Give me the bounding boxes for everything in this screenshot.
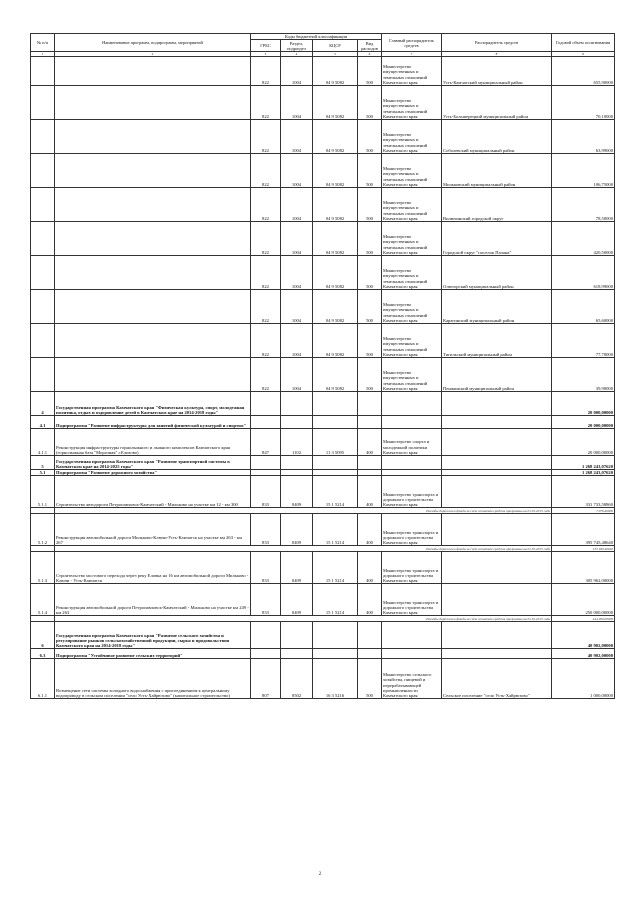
col-number: 2 [55,52,251,57]
grbs-code: 822 [251,358,281,392]
recipient-cell [442,429,552,456]
row-number [31,188,55,222]
event-name: Строительство мостового перехода через реку Еловка на 16 км автомобильной дороги Мильково - Ключи - Усть-Камчатск [55,552,251,584]
row-number [31,86,55,120]
manager-cell: Министерство транспорта и дорожного строительства Камчатского края [382,514,442,546]
razdel-code: 1004 [281,154,313,188]
vid-code: 400 [358,514,382,546]
row-number [31,222,55,256]
manager-cell: Министерство имущественных и земельных отношений Камчатского края [382,188,442,222]
recipient-cell [442,552,552,584]
amount-cell: 77,70000 [552,324,615,358]
header-razdel: Раздел, подраздел [281,40,313,52]
razdel-code: 1004 [281,256,313,290]
amount-cell: 1 000,00000 [552,659,615,699]
table-row [31,429,615,456]
row-number: 5.1.2 [31,514,55,546]
col-number: 4 [281,52,313,57]
recipient-cell: Олюторский муниципальный район [442,256,552,290]
table-row [31,552,615,584]
recipient-cell: Карагинский муниципальный район [442,290,552,324]
empty-cell [313,392,358,416]
razdel-code: 0409 [281,514,313,546]
vid-code: 400 [358,552,382,584]
row-number [31,256,55,290]
table-row [31,659,615,699]
vid-code: 500 [358,120,382,154]
vid-code: 500 [358,188,382,222]
kcsr-code: 04 9 5082 [313,86,358,120]
col-number: 6 [358,52,382,57]
event-name: Реконструкция инфраструктуры горнолыжного и лыжного комплексов Камчатского края (горнолыжная база "Морозная" г.Елизово) [55,429,251,456]
empty-cell [442,392,552,416]
event-name: Реконструкция автомобильной дороги Мильково-Ключи-Усть-Камчатск на участке км 263 - км 267 [55,514,251,546]
row-name [55,86,251,120]
col-number: 1 [31,52,55,57]
vid-code: 500 [358,358,382,392]
grbs-code: 833 [251,584,281,616]
kcsr-code: 04 9 5082 [313,358,358,392]
note-text: Расходы дорожного фонда за счет остатков средств программы на 01.01.2015 года [55,546,552,552]
amount-cell: 1 268 243,07620 [552,470,615,476]
vid-code: 500 [358,659,382,699]
recipient-cell: Городской округ "поселок Палана" [442,222,552,256]
grbs-code: 822 [251,154,281,188]
empty-cell [281,456,313,470]
table-row [31,649,615,659]
kcsr-code: 16 3 5216 [313,659,358,699]
amount-cell: 305 962,00000 [552,552,615,584]
header-code-group: Коды бюджетной классификации [251,34,382,40]
grbs-code: 833 [251,514,281,546]
razdel-code: 0409 [281,584,313,616]
kcsr-code: 15 1 5214 [313,584,358,616]
grbs-code: 833 [251,552,281,584]
recipient-cell [442,514,552,546]
manager-cell: Министерство имущественных и земельных отношений Камчатского края [382,86,442,120]
row-number: 5.1.4 [31,584,55,616]
empty-cell [313,649,358,659]
amount-cell: 65,60000 [552,290,615,324]
table-row [31,416,615,429]
col-number: 8 [442,52,552,57]
empty-cell [382,456,442,470]
grbs-code: 807 [251,659,281,699]
program-name: Государственная программа Камчатского края "Развитие транспортной системы в Камчатском крае на 2014-2025 годы" [55,456,251,470]
table-row [31,456,615,470]
grbs-code: 822 [251,222,281,256]
vid-code: 500 [358,86,382,120]
empty-cell [358,649,382,659]
program-name: Государственная программа Камчатского края "Физическая культура, спорт, молодежная политика, отдых и оздоровление детей в Камчатском крае на 2014-2018 годы" [55,392,251,416]
amount-cell: 250 000,00000 [552,584,615,616]
row-number [31,120,55,154]
table-row [31,57,615,86]
recipient-cell [442,476,552,508]
amount-cell: 40 902,00000 [552,622,615,649]
razdel-code: 0409 [281,476,313,508]
kcsr-code: 04 9 5082 [313,154,358,188]
grbs-code: 822 [251,57,281,86]
program-name: Подпрограмма "Развитие дорожного хозяйства" [55,470,251,476]
row-name [55,256,251,290]
amount-cell: 20 000,00000 [552,429,615,456]
amount-cell: 1 268 243,07620 [552,456,615,470]
table-row [31,86,615,120]
row-number: 4.1 [31,416,55,429]
vid-code: 500 [358,222,382,256]
kcsr-code: 04 9 5082 [313,57,358,86]
table-row [31,290,615,324]
table-row [31,154,615,188]
row-number: 6 [31,622,55,649]
table-row [31,392,615,416]
empty-cell [382,622,442,649]
grbs-code: 822 [251,120,281,154]
header-vid: Вид расходов [358,40,382,52]
amount-cell: 70,10000 [552,86,615,120]
grbs-code: 822 [251,188,281,222]
grbs-code: 833 [251,476,281,508]
header-grbs: ГРБС [251,40,281,52]
row-number: 6.1.1 [31,659,55,699]
page-number: 2 [318,872,322,877]
recipient-cell: Усть-Камчатский муниципальный район [442,57,552,86]
row-name [55,57,251,86]
manager-cell: Министерство имущественных и земельных отношений Камчатского края [382,154,442,188]
recipient-cell: Усть-Большерецкий муниципальный район [442,86,552,120]
manager-cell: Министерство сельского хозяйства, пищевой и перерабатывающей промышленности Камчатского края [382,659,442,699]
manager-cell: Министерство имущественных и земельных отношений Камчатского края [382,324,442,358]
row-name [55,188,251,222]
manager-cell: Министерство транспорта и дорожного строительства Камчатского края [382,476,442,508]
header-kcsr: КЦСР [313,40,358,52]
amount-cell: 20 000,00000 [552,416,615,429]
note-text: Расходы дорожного фонда за счет остатков средств программы на 01.01.2015 года [55,508,552,514]
table-row [31,222,615,256]
header-amount: Годовой объем ассигнования [552,34,615,52]
kcsr-code: 04 9 5082 [313,222,358,256]
empty-cell [281,416,313,429]
empty-cell [281,622,313,649]
vid-code: 400 [358,429,382,456]
vid-code: 500 [358,324,382,358]
row-number [31,290,55,324]
row-name [55,324,251,358]
empty-cell [251,622,281,649]
row-number: 5.1.3 [31,552,55,584]
empty-cell [442,622,552,649]
empty-cell [313,456,358,470]
razdel-code: 1004 [281,188,313,222]
empty-cell [358,392,382,416]
note-amount: 444 000,00000 [552,616,615,622]
row-number [31,358,55,392]
razdel-code: 1004 [281,290,313,324]
grbs-code: 847 [251,429,281,456]
razdel-code: 1004 [281,358,313,392]
event-name: Реконструкция автомобильной дороги Петропавловск-Камчатский - Мильково на участке км 249 - км 263 [55,584,251,616]
amount-cell: 106,75000 [552,154,615,188]
kcsr-code: 04 9 5082 [313,256,358,290]
budget-table-page [30,33,614,699]
kcsr-code: 04 9 5082 [313,188,358,222]
col-number: 3 [251,52,281,57]
program-name: Подпрограмма "Устойчивое развитие сельских территорий" [55,649,251,659]
row-name [55,222,251,256]
kcsr-code: 04 9 5082 [313,324,358,358]
header-name: Наименование программ, подпрограмм, мероприятий [55,34,251,52]
table-row [31,256,615,290]
manager-cell: Министерство транспорта и дорожного строительства Камчатского края [382,584,442,616]
col-number: 7 [382,52,442,57]
empty-cell [442,456,552,470]
table-body [31,57,615,699]
razdel-code: 0409 [281,552,313,584]
empty-cell [358,456,382,470]
vid-code: 500 [358,290,382,324]
note-amount: 7 076,40000 [552,508,615,514]
manager-cell: Министерство спорта и молодежной политики Камчатского края [382,429,442,456]
program-name: Государственная программа Камчатского края "Развитие сельского хозяйства и регулирование рынков сельскохозяйственной продукции, сырья и продовольствия Камчатского края на 2014-2018 годы" [55,622,251,649]
event-name: Возмещение сети системы холодного водоснабжения с присоединением к центральному водопроводу в сельском поселении "село Усть-Хайрюзово" (капитальное строительство) [55,659,251,699]
vid-code: 500 [358,256,382,290]
program-name: Подпрограмма "Развитие инфраструктуры для занятий физической культурой и спортом" [55,416,251,429]
col-number: 5 [313,52,358,57]
budget-table [30,33,615,699]
empty-cell [251,392,281,416]
razdel-code: 1004 [281,120,313,154]
event-name: Строительство автодороги Петропавловск-Камчатский - Мильково на участке км 12 - км 300 [55,476,251,508]
empty-cell [358,416,382,429]
kcsr-code: 11 3 5095 [313,429,358,456]
empty-cell [442,416,552,429]
vid-code: 400 [358,584,382,616]
empty-cell [281,392,313,416]
empty-cell [313,416,358,429]
amount-cell: 40 902,00000 [552,649,615,659]
header-manager: Главный распорядитель средств [382,34,442,52]
recipient-cell: Тигильский муниципальный район [442,324,552,358]
manager-cell: Министерство имущественных и земельных отношений Камчатского края [382,120,442,154]
empty-cell [251,649,281,659]
razdel-code: 1102 [281,429,313,456]
row-number: 5.1.1 [31,476,55,508]
manager-cell: Министерство имущественных и земельных отношений Камчатского края [382,256,442,290]
manager-cell: Министерство имущественных и земельных отношений Камчатского края [382,57,442,86]
amount-cell: 39,90000 [552,358,615,392]
row-name [55,120,251,154]
row-number [31,324,55,358]
grbs-code: 822 [251,290,281,324]
row-number [31,154,55,188]
empty-cell [251,456,281,470]
kcsr-code: 04 9 5082 [313,120,358,154]
razdel-code: 0502 [281,659,313,699]
header-recipient: Распорядитель средств [442,34,552,52]
grbs-code: 822 [251,256,281,290]
recipient-cell: Сельское поселение "село Усть-Хайрюзово" [442,659,552,699]
vid-code: 500 [358,154,382,188]
recipient-cell: Соболевский муниципальный район [442,120,552,154]
manager-cell: Министерство имущественных и земельных отношений Камчатского края [382,222,442,256]
table-row [31,584,615,616]
manager-cell: Министерство имущественных и земельных отношений Камчатского края [382,290,442,324]
note-text: Расходы дорожного фонда за счет остатков средств программы на 01.01.2015 года [55,616,552,622]
empty-cell [442,649,552,659]
amount-cell: 655,90000 [552,57,615,86]
row-name [55,154,251,188]
razdel-code: 1004 [281,86,313,120]
manager-cell: Министерство имущественных и земельных отношений Камчатского края [382,358,442,392]
vid-code: 500 [358,57,382,86]
table-row [31,622,615,649]
amount-cell: 63,99000 [552,120,615,154]
empty-cell [382,416,442,429]
manager-cell: Министерство транспорта и дорожного строительства Камчатского края [382,552,442,584]
empty-cell [281,649,313,659]
table-row [31,188,615,222]
recipient-cell: Вилючинский городской округ [442,188,552,222]
recipient-cell: Пенжинский муниципальный район [442,358,552,392]
recipient-cell [442,584,552,616]
kcsr-code: 15 1 5214 [313,552,358,584]
amount-cell: 420,50000 [552,222,615,256]
table-row [31,476,615,508]
row-number: 5 [31,456,55,470]
row-number: 4 [31,392,55,416]
vid-code: 400 [358,476,382,508]
empty-cell [382,392,442,416]
amount-cell: 20 000,00000 [552,392,615,416]
row-name [55,290,251,324]
grbs-code: 822 [251,86,281,120]
kcsr-code: 15 1 5214 [313,514,358,546]
table-row [31,324,615,358]
empty-cell [313,622,358,649]
header-no: № п/п [31,34,55,52]
razdel-code: 1004 [281,324,313,358]
row-number: 5.1 [31,470,55,476]
amount-cell: 618,99000 [552,256,615,290]
amount-cell: 395 745,48640 [552,514,615,546]
table-row [31,120,615,154]
empty-cell [382,649,442,659]
table-row [31,358,615,392]
razdel-code: 1004 [281,222,313,256]
table-row [31,514,615,546]
col-number: 9 [552,52,615,57]
kcsr-code: 15 1 5214 [313,476,358,508]
row-number [31,57,55,86]
kcsr-code: 04 9 5082 [313,290,358,324]
razdel-code: 1004 [281,57,313,86]
amount-cell: 78,50000 [552,188,615,222]
row-number: 4.1.1 [31,429,55,456]
row-number: 6.3 [31,649,55,659]
row-name [55,358,251,392]
empty-cell [358,622,382,649]
recipient-cell: Мильковский муниципальный район [442,154,552,188]
grbs-code: 822 [251,324,281,358]
note-amount: 133 180,46040 [552,546,615,552]
amount-cell: 331 733,58860 [552,476,615,508]
empty-cell [251,416,281,429]
